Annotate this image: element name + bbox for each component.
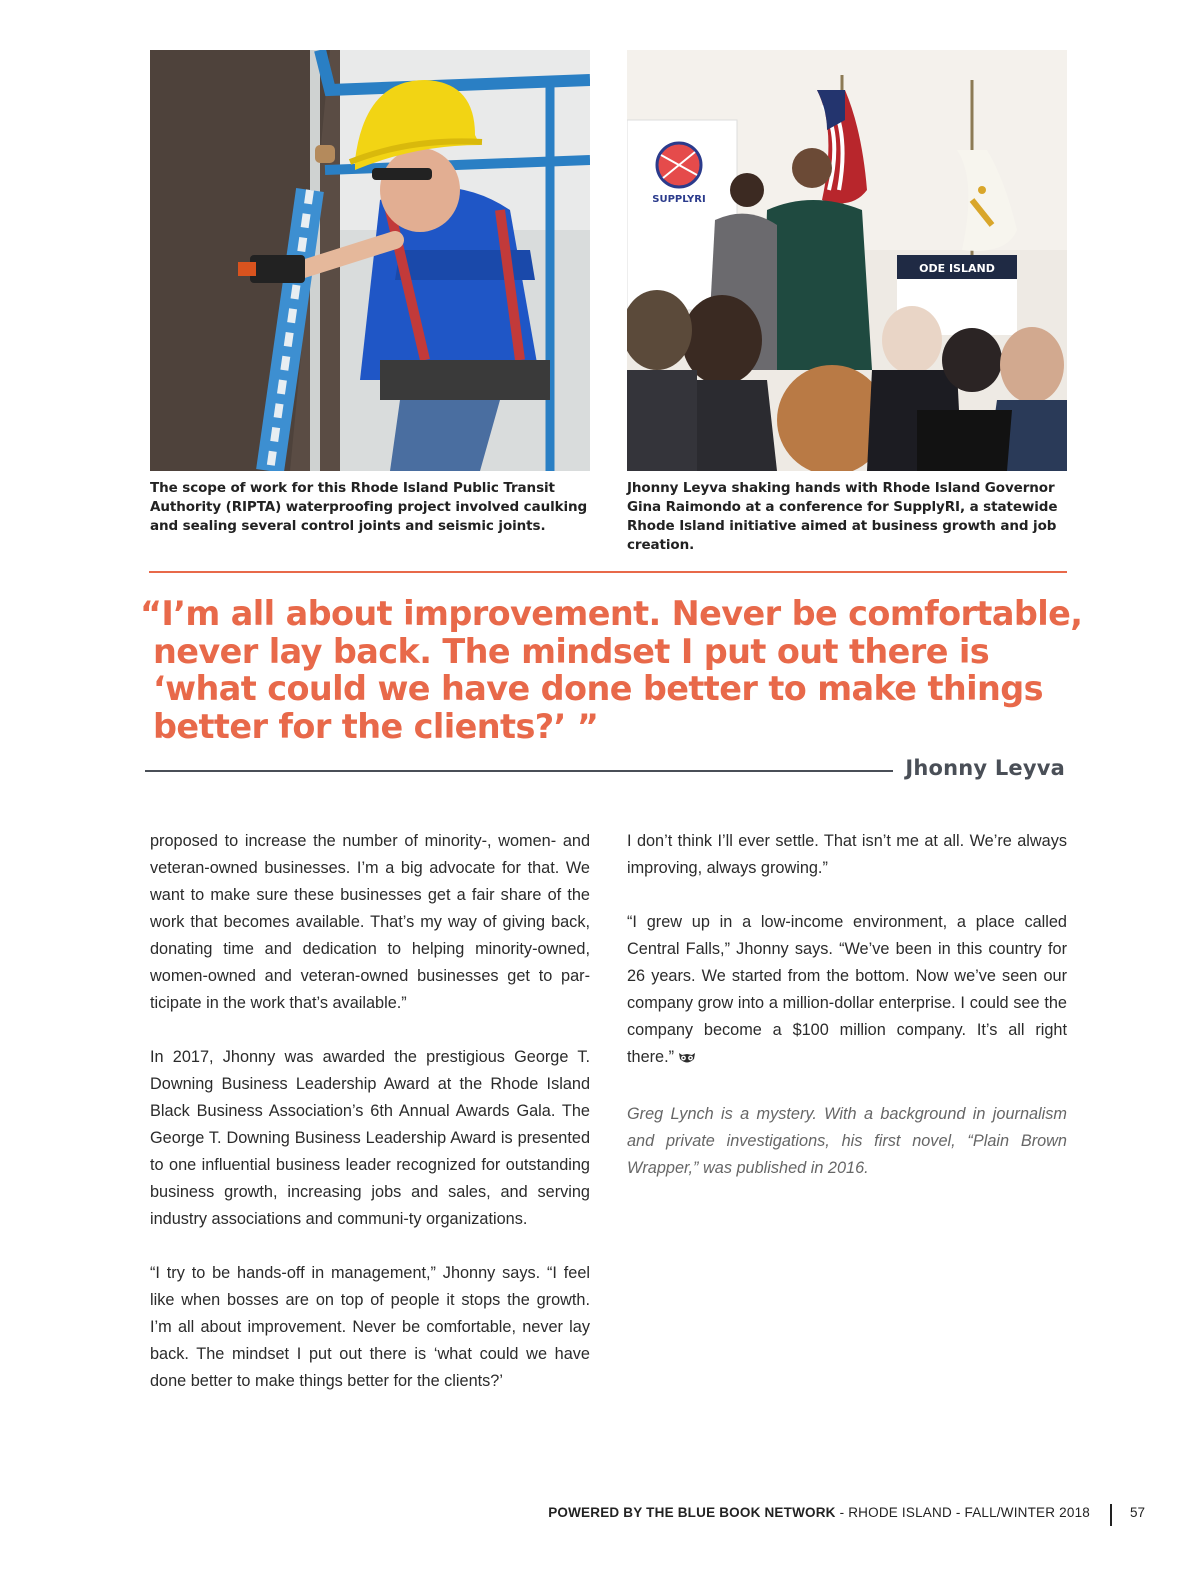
podium-text: ODE ISLAND	[919, 262, 995, 275]
owl-icon	[678, 1047, 696, 1074]
article-column-right	[627, 828, 1067, 1209]
pull-quote	[140, 594, 1083, 746]
pull-quote-line: never lay back. The mindset I put out there is	[153, 631, 990, 671]
sign-logo-text: SUPPLYRI	[652, 194, 706, 205]
photo-conference-handshake	[627, 50, 1067, 471]
pull-quote-line: “I’m all about improvement. Never be comfortable,	[140, 594, 1083, 633]
article-paragraph: In 2017, Jhonny was awarded the prestigious George T. Downing Business Leadership Award at the Rhode Island Black Business Association’s 6th Annual Awards Gala. The George T. Downing Business Leadership Award is presented to one influential business leader recognized for outstanding business growth, increasing jobs and sales, and serving industry associations and communi-ty organizations.	[150, 1048, 590, 1228]
photo-caption-right: Jhonny Leyva shaking hands with Rhode Island Governor Gina Raimondo at a conference for SupplyRI, a statewide Rhode Island initiative aimed at business growth and job creation.	[627, 480, 1058, 553]
photo-caption-left: The scope of work for this Rhode Island Public Transit Authority (RIPTA) waterproofing project involved caulking and sealing several control joints and seismic joints.	[150, 480, 588, 534]
pull-quote-top-rule	[149, 571, 1067, 573]
footer-edition: - RHODE ISLAND - FALL/WINTER 2018	[835, 1505, 1090, 1520]
photo-worker-waterproofing	[150, 50, 590, 471]
pull-quote-bottom-rule	[145, 770, 893, 772]
article-paragraph-text: “I grew up in a low-income environment, a place called Central Falls,” Jhonny says. “We’ve been in this country for 26 years. We started from the bottom. Now we’ve seen our company grow into a million-dollar enterprise. I could see the company become a $100 million company. It’s all right there.”	[627, 913, 1067, 1066]
footer-divider	[1110, 1504, 1112, 1526]
worker-photo-illustration	[150, 50, 590, 471]
article-paragraph: I don’t think I’ll ever settle. That isn’t me at all. We’re always improving, always growing.”	[627, 832, 1067, 877]
pull-quote-author: Jhonny Leyva	[905, 756, 1065, 780]
footer-network: POWERED BY THE BLUE BOOK NETWORK	[548, 1505, 836, 1520]
article-paragraph: proposed to increase the number of minority-, women- and veteran-owned businesses. I’m a big advocate for that. We want to make sure these businesses get a fair share of the work that becomes available. That’s my way of giving back, donating time and dedication to helping minority-owned, women-owned and veteran-owned businesses get to par-ticipate in the work that’s available.”	[150, 832, 590, 1012]
pull-quote-line: better for the clients?’ ”	[153, 706, 599, 746]
page-footer	[400, 1505, 1090, 1520]
pull-quote-line: ‘what could we have done better to make things	[153, 669, 1044, 708]
article-paragraph: “I try to be hands-off in management,” Jhonny says. “I feel like when bosses are on top of people it stops the growth. I’m all about improvement. Never be comfortable, never lay back. The mindset I put out there is ‘what could we have done better to make things better for the clients?’	[150, 1264, 590, 1390]
article-column-left	[150, 828, 590, 1422]
page-number: 57	[1130, 1505, 1146, 1520]
conference-photo-illustration	[627, 50, 1067, 471]
author-bio: Greg Lynch is a mystery. With a background in journalism and private investigations, his first novel, “Plain Brown Wrapper,” was published in 2016.	[627, 1105, 1067, 1177]
article-paragraph-final	[627, 909, 1067, 1074]
